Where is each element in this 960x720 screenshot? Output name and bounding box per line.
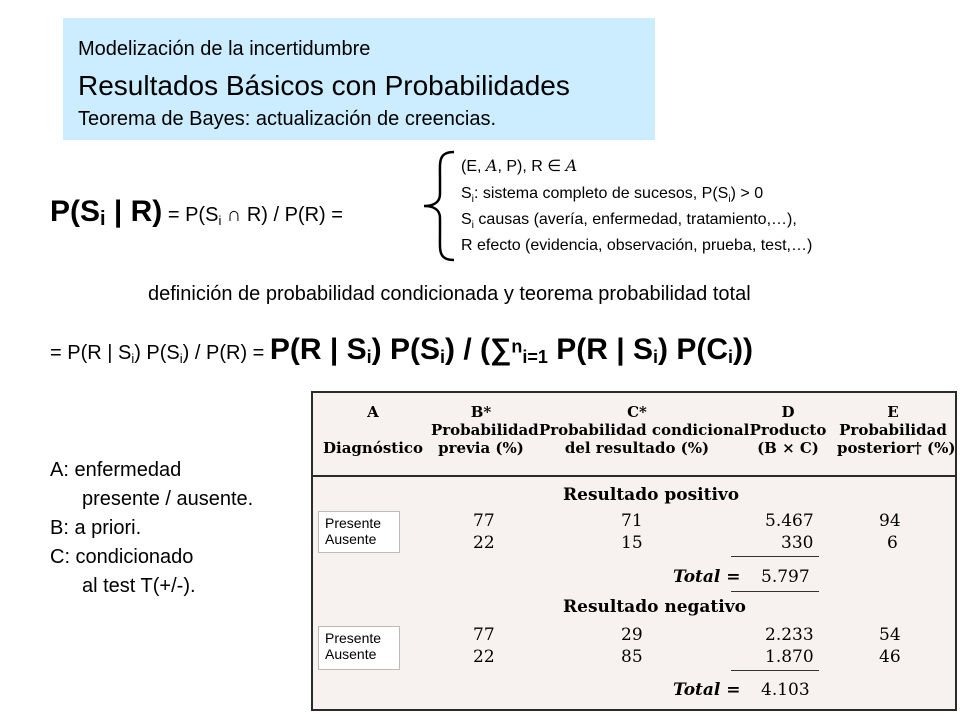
pos-total-value: 5.797: [761, 567, 810, 587]
bayes-formula-expanded: = P(R | $S_i$) $P(S_i) / P(R) = P(R$ | $S_i$) $P(S_i) / (\sum^n_{i=1}$ P(R | $S_i$) $P(C_i)$): [50, 333, 754, 368]
header-subtitle: Modelización de la incertidumbre: [78, 38, 371, 60]
cell-pos-c2: 15: [621, 533, 643, 553]
legend-line-a: A: enfermedad: [50, 459, 182, 481]
pos-label-presente: Presente: [325, 515, 382, 531]
col-b-header: B* Probabilidad previa (%): [431, 403, 539, 457]
condition-line-1: (E, A, P), R ∈ A: [461, 156, 578, 175]
col-e-header: E Probabilidad posterior† (%): [837, 403, 956, 457]
header-topic: Teorema de Bayes: actualización de creencias.: [78, 108, 497, 130]
col-c-header: C* Probabilidad condicional del resultado (%): [539, 403, 750, 457]
header-title: Resultados Básicos con Probabilidades: [78, 70, 570, 101]
condition-line-3: $S_i$ causas (avería, enfermedad, tratamiento,…),: [461, 211, 797, 232]
cell-pos-b1: 77: [473, 511, 495, 531]
cell-pos-d1: 5.467: [765, 511, 814, 531]
pos-row-labels: [318, 511, 400, 553]
sum-line-pos: [731, 556, 819, 557]
legend-line-c: C: condicionado: [50, 546, 194, 568]
pos-total-label: Total =: [673, 567, 741, 587]
condition-line-4: R efecto (evidencia, observación, prueba, test,…): [461, 237, 813, 254]
left-brace-icon: [418, 148, 458, 264]
cell-neg-c2: 85: [621, 647, 643, 667]
cell-pos-b2: 22: [473, 533, 495, 553]
neg-total-value: 4.103: [761, 680, 810, 700]
sum-line-neg: [731, 670, 819, 671]
cell-pos-e2: 6: [887, 533, 898, 553]
bayes-table: [311, 391, 957, 711]
col-a-header: A Diagnóstico: [323, 403, 424, 457]
cell-pos-c1: 71: [621, 511, 643, 531]
bayes-formula-lhs: $P(S_i$ | $R) = P(S_i$ ∩ R) / P(R) =: [50, 195, 343, 231]
negative-section-title: Resultado negativo: [563, 597, 746, 617]
pos-label-ausente: Ausente: [325, 531, 377, 547]
cell-neg-c1: 29: [621, 625, 643, 645]
col-d-header: D Producto (B × C): [749, 403, 827, 457]
cell-neg-d1: 2.233: [765, 625, 814, 645]
cell-pos-e1: 94: [879, 511, 901, 531]
neg-label-ausente: Ausente: [325, 646, 377, 662]
cell-pos-d2: 330: [781, 533, 814, 553]
legend-line-b: B: a priori.: [50, 517, 142, 539]
header-divider: [313, 475, 957, 477]
cell-neg-b2: 22: [473, 647, 495, 667]
legend-line-c2: al test T(+/-).: [82, 575, 196, 597]
definition-text: definición de probabilidad condicionada y teorema probabilidad total: [148, 283, 751, 305]
condition-line-2: $S_i$: sistema completo de sucesos, $P(S_i) > 0$: [461, 185, 764, 206]
positive-section-title: Resultado positivo: [563, 485, 740, 505]
legend-line-a2: presente / ausente.: [82, 488, 254, 510]
legend-list: [50, 456, 253, 601]
neg-total-label: Total =: [673, 680, 741, 700]
cell-neg-b1: 77: [473, 625, 495, 645]
cell-neg-d2: 1.870: [765, 647, 814, 667]
total-line-pos: [731, 591, 819, 592]
cell-neg-e1: 54: [879, 625, 901, 645]
neg-label-presente: Presente: [325, 630, 382, 646]
neg-row-labels: [318, 626, 400, 670]
cell-neg-e2: 46: [879, 647, 901, 667]
